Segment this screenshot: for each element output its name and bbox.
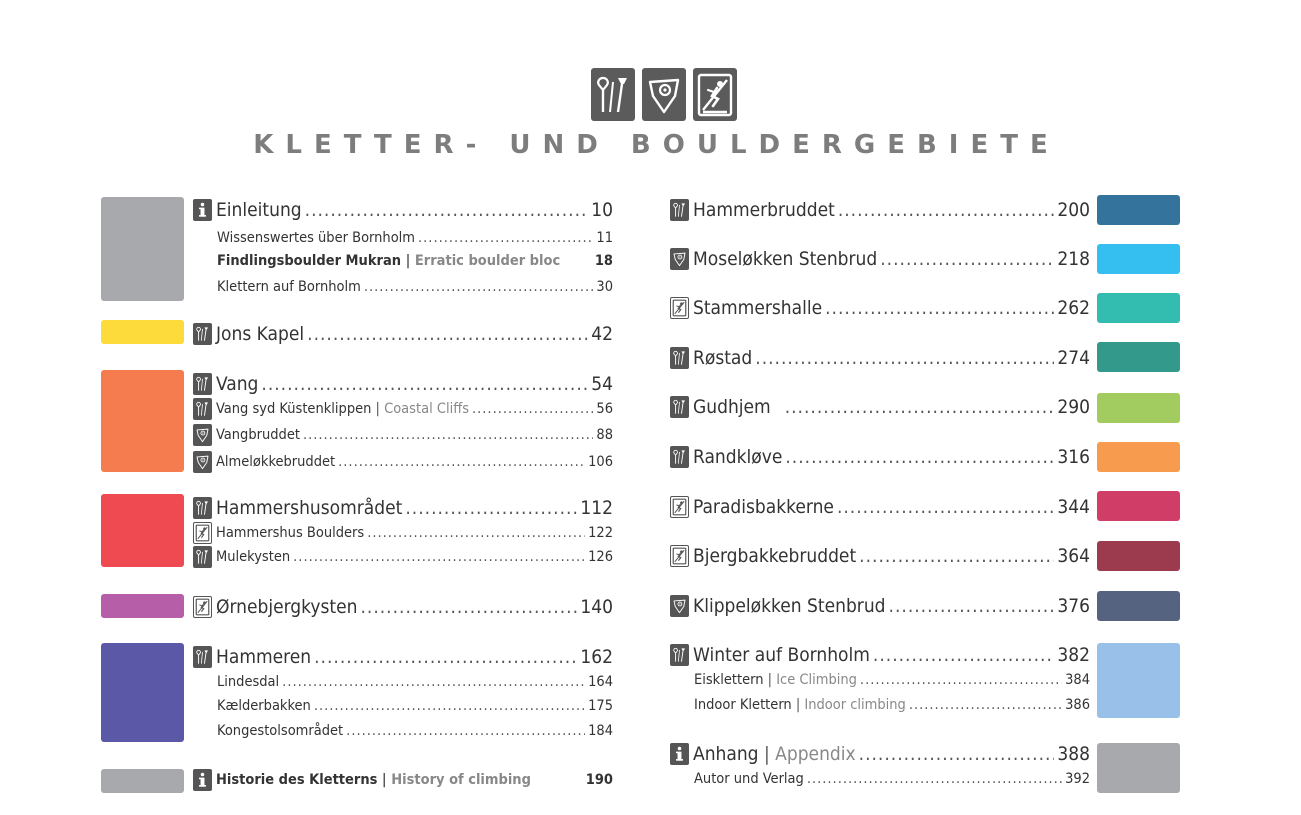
sport-climbing-icon: [670, 347, 689, 369]
color-block-ornebjerg: [101, 594, 184, 618]
sport-climbing-icon: [591, 68, 635, 121]
entry-title: Ørnebjergkysten: [216, 596, 358, 618]
color-block-historie: [101, 769, 184, 793]
toc-entry-lindesdal[interactable]: [217, 671, 613, 693]
dot-leader: [367, 525, 585, 541]
toc-entry-hammeren[interactable]: [193, 644, 613, 670]
toc-entry-hammershus-boulders[interactable]: [193, 522, 613, 544]
entry-title-en: History of climbing: [391, 772, 531, 788]
color-block-hammeren: [101, 643, 184, 742]
dot-leader: [785, 396, 1055, 418]
dot-leader: [305, 199, 589, 221]
toc-entry-autor[interactable]: [694, 768, 1090, 790]
entry-page: 122: [588, 525, 613, 541]
dot-leader: [838, 199, 1055, 221]
sport-climbing-icon: [670, 446, 689, 468]
dot-leader: [873, 644, 1054, 666]
entry-title: Eisklettern: [694, 672, 764, 688]
toc-entry-paradisbakkerne[interactable]: [670, 494, 1090, 520]
bouldering-icon: [670, 545, 689, 567]
toc-entry-almelokkebruddet[interactable]: [193, 451, 613, 473]
entry-page: 88: [596, 427, 613, 443]
color-block-hammerbruddet: [1097, 195, 1180, 225]
entry-title: Vangbruddet: [216, 427, 300, 443]
entry-title: Almeløkkebruddet: [216, 454, 336, 470]
dot-leader: [307, 323, 588, 345]
dot-leader: [880, 248, 1054, 270]
entry-title: Vang syd Küstenklippen: [216, 401, 372, 417]
separator: |: [791, 697, 805, 713]
color-block-winter: [1097, 643, 1180, 718]
dot-leader: [364, 279, 594, 295]
sport-climbing-icon: [670, 396, 689, 418]
dot-leader: [338, 454, 585, 470]
entry-page: 218: [1057, 248, 1090, 270]
toc-entry-wissenswertes[interactable]: [217, 227, 613, 249]
entry-title: Hammershusområdet: [216, 497, 403, 519]
entry-title-en: Ice Climbing: [776, 672, 857, 688]
entry-page: 30: [596, 279, 613, 295]
entry-title: Røstad: [693, 347, 753, 369]
dot-leader: [807, 771, 1062, 787]
entry-title: Hammeren: [216, 646, 312, 668]
entry-title: Findlingsboulder Mukran: [217, 253, 402, 269]
color-block-hammershus: [101, 494, 184, 567]
entry-title: Hammershus Boulders: [216, 525, 365, 541]
page-title: KLETTER- UND BOULDERGEBIETE: [253, 130, 1060, 160]
color-block-vang: [101, 370, 184, 472]
toc-entry-vangbruddet[interactable]: [193, 424, 613, 446]
crag-icon: [642, 68, 686, 121]
dot-leader: [825, 297, 1054, 319]
dot-leader: [785, 446, 1054, 468]
color-block-rostad: [1097, 342, 1180, 372]
entry-page: 316: [1057, 446, 1090, 468]
color-block-stammershalle: [1097, 293, 1180, 323]
entry-title: Autor und Verlag: [694, 771, 804, 787]
dot-leader: [859, 743, 1055, 765]
entry-page: 384: [1065, 672, 1090, 688]
info-icon: [670, 743, 689, 765]
entry-page: 376: [1057, 595, 1090, 617]
entry-page: 190: [585, 772, 613, 788]
dot-leader: [418, 230, 593, 246]
dot-leader: [293, 549, 585, 565]
toc-entry-gudhjem[interactable]: [670, 394, 1090, 420]
toc-entry-vang[interactable]: [193, 371, 613, 397]
info-icon: [193, 769, 212, 791]
entry-title: Bjergbakkebruddet: [693, 545, 857, 567]
bouldering-icon: [193, 522, 212, 544]
dot-leader: [472, 401, 593, 417]
entry-page: 392: [1065, 771, 1090, 787]
color-block-klippelokken: [1097, 591, 1180, 621]
entry-title: Indoor Klettern: [694, 697, 792, 713]
separator: |: [371, 401, 385, 417]
entry-title: Klippeløkken Stenbrud: [693, 595, 886, 617]
bouldering-icon: [670, 496, 689, 518]
crag-icon: [193, 451, 212, 473]
entry-page: 164: [588, 674, 613, 690]
toc-entry-klettern[interactable]: [217, 276, 613, 298]
toc-entry-kongestol[interactable]: [217, 720, 613, 742]
toc-entry-stammershalle[interactable]: [670, 295, 1090, 321]
entry-title: Gudhjem: [693, 396, 771, 418]
entry-title: Kongestolsområdet: [217, 723, 344, 739]
crag-icon: [670, 595, 689, 617]
dot-leader: [360, 596, 577, 618]
entry-page: 388: [1057, 743, 1090, 765]
entry-page: 18: [594, 253, 613, 269]
crag-icon: [670, 248, 689, 270]
toc-entry-randklove[interactable]: [670, 444, 1090, 470]
dot-leader: [755, 347, 1054, 369]
dot-leader: [303, 427, 593, 443]
dot-leader: [837, 496, 1054, 518]
toc-entry-ornebjergkysten[interactable]: [193, 594, 613, 620]
bouldering-icon: [670, 297, 689, 319]
color-block-jons-kapel: [101, 320, 184, 344]
toc-entry-indoor[interactable]: [694, 694, 1090, 716]
toc-entry-kaelderbakken[interactable]: [217, 695, 613, 717]
entry-page: 56: [596, 401, 613, 417]
color-block-moselokken: [1097, 244, 1180, 274]
sport-climbing-icon: [193, 373, 212, 395]
sport-climbing-icon: [193, 646, 212, 668]
entry-title: Jons Kapel: [216, 323, 305, 345]
sport-climbing-icon: [670, 644, 689, 666]
entry-page: 126: [588, 549, 613, 565]
entry-page: 344: [1057, 496, 1090, 518]
entry-title: Klettern auf Bornholm: [217, 279, 361, 295]
entry-title-en: Appendix: [775, 743, 856, 765]
entry-page: 290: [1057, 396, 1090, 418]
color-block-randklove: [1097, 442, 1180, 472]
entry-title: Stammershalle: [693, 297, 823, 319]
header-icon-group: [591, 68, 737, 121]
dot-leader: [405, 497, 577, 519]
entry-page: 175: [588, 698, 613, 714]
sport-climbing-icon: [193, 497, 212, 519]
entry-title: Hammerbruddet: [693, 199, 835, 221]
color-block-einleitung: [101, 197, 184, 301]
entry-title: Einleitung: [216, 199, 302, 221]
entry-page: 162: [580, 646, 613, 668]
toc-entry-klippelokken[interactable]: [670, 593, 1090, 619]
toc-entry-hammershus[interactable]: [193, 495, 613, 521]
color-block-gudhjem: [1097, 393, 1180, 423]
toc-entry-bjergbakkebruddet[interactable]: [670, 543, 1090, 569]
toc-entry-hammerbruddet[interactable]: [670, 197, 1090, 223]
entry-page: 10: [591, 199, 613, 221]
entry-title: Randkløve: [693, 446, 783, 468]
entry-title-en: Erratic boulder bloc: [414, 253, 561, 269]
dot-leader: [282, 674, 585, 690]
toc-entry-winter[interactable]: [670, 642, 1090, 668]
entry-page: 382: [1057, 644, 1090, 666]
separator: |: [377, 772, 392, 788]
entry-title: Winter auf Bornholm: [693, 644, 870, 666]
entry-page: 262: [1057, 297, 1090, 319]
entry-title: Kælderbakken: [217, 698, 311, 714]
dot-leader: [346, 723, 585, 739]
entry-title: Moseløkken Stenbrud: [693, 248, 878, 270]
entry-page: 364: [1057, 545, 1090, 567]
entry-title-en: Indoor climbing: [804, 697, 906, 713]
sport-climbing-icon: [193, 546, 212, 568]
dot-leader: [314, 698, 585, 714]
entry-page: 274: [1057, 347, 1090, 369]
entry-page: 184: [588, 723, 613, 739]
sport-climbing-icon: [670, 199, 689, 221]
bouldering-icon: [193, 596, 212, 618]
info-icon: [193, 199, 212, 221]
entry-page: 42: [591, 323, 613, 345]
dot-leader: [909, 697, 1062, 713]
toc-entry-rostad[interactable]: [670, 345, 1090, 371]
dot-leader: [261, 373, 588, 395]
dot-leader: [860, 672, 1062, 688]
entry-page: 200: [1057, 199, 1090, 221]
entry-page: 140: [580, 596, 613, 618]
toc-entry-jons-kapel[interactable]: [193, 321, 613, 347]
color-block-bjergbakke: [1097, 541, 1180, 571]
entry-page: 106: [588, 454, 613, 470]
toc-entry-historie[interactable]: [193, 769, 613, 791]
entry-title: Paradisbakkerne: [693, 496, 834, 518]
entry-title: Anhang: [693, 743, 759, 765]
toc-entry-findlingsboulder[interactable]: [217, 250, 613, 272]
entry-title-en: Coastal Cliffs: [384, 401, 469, 417]
entry-title: Mulekysten: [216, 549, 291, 565]
color-block-anhang: [1097, 743, 1180, 793]
toc-entry-mulekysten[interactable]: [193, 546, 613, 568]
entry-page: 112: [580, 497, 613, 519]
entry-page: 386: [1065, 697, 1090, 713]
toc-entry-moselokken[interactable]: [670, 246, 1090, 272]
crag-icon: [193, 424, 212, 446]
sport-climbing-icon: [193, 398, 212, 420]
entry-title: Historie des Kletterns: [216, 772, 378, 788]
color-block-paradisbakkerne: [1097, 491, 1180, 521]
separator: |: [401, 253, 415, 269]
toc-entry-eisklettern[interactable]: [694, 669, 1090, 691]
entry-page: 11: [596, 230, 613, 246]
dot-leader: [889, 595, 1055, 617]
bouldering-icon: [693, 68, 737, 121]
entry-page: 54: [591, 373, 613, 395]
sport-climbing-icon: [193, 323, 212, 345]
entry-title: Vang: [216, 373, 259, 395]
toc-entry-vang-syd[interactable]: [193, 398, 613, 420]
separator: |: [763, 672, 777, 688]
entry-title: Wissenswertes über Bornholm: [217, 230, 416, 246]
dot-leader: [314, 646, 577, 668]
separator: |: [758, 743, 776, 765]
dot-leader: [859, 545, 1054, 567]
toc-entry-einleitung[interactable]: [193, 197, 613, 223]
toc-entry-anhang[interactable]: [670, 741, 1090, 767]
entry-title: Lindesdal: [217, 674, 280, 690]
